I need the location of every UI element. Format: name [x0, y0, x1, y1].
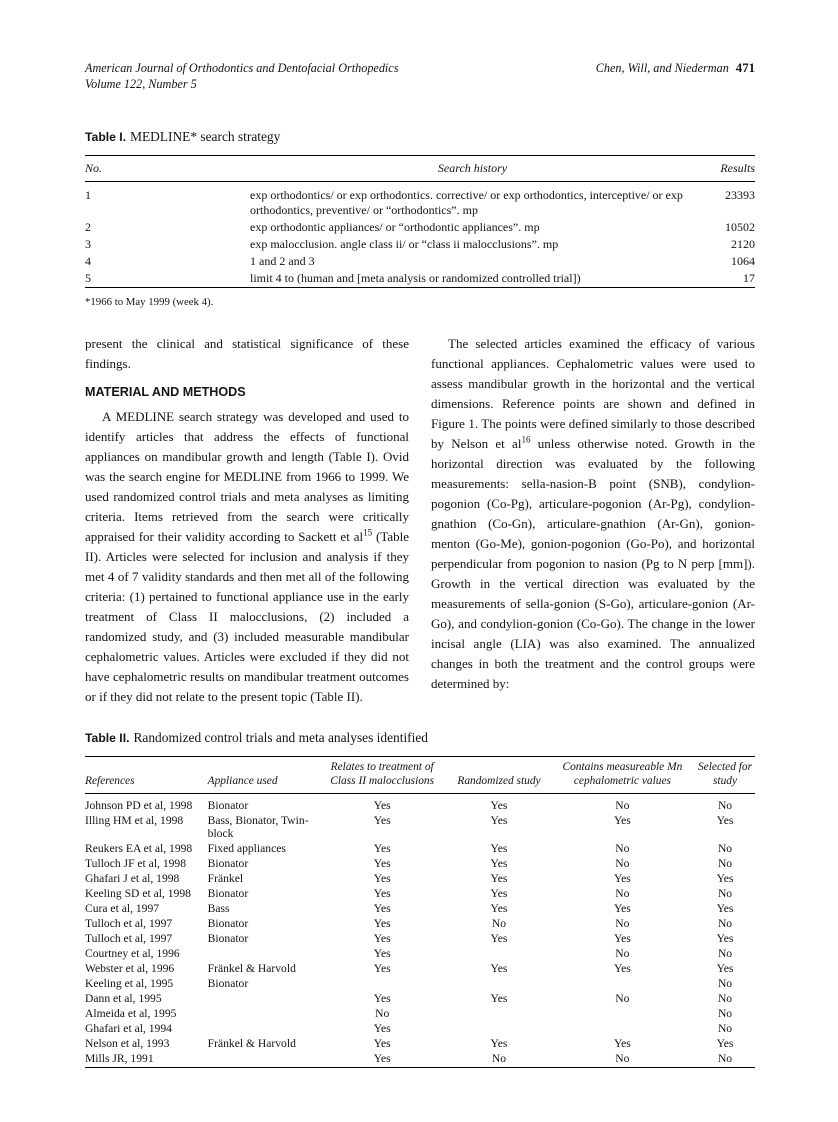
cell-references: Tulloch JF et al, 1998	[85, 857, 187, 871]
cell-contains: No	[615, 1052, 630, 1066]
paragraph	[85, 407, 409, 707]
col-header-references: References	[85, 757, 208, 794]
table-2-label: Table II.	[85, 731, 130, 746]
cell-contains: No	[615, 887, 630, 901]
cell-randomized	[448, 947, 549, 962]
cell-search-history: exp malocclusion. angle class ii/ or “class ii malocclusions”. mp	[250, 237, 559, 252]
cell-randomized: Yes	[490, 887, 508, 901]
citation-ref-15: 15	[363, 527, 373, 538]
cell-no: 2	[85, 220, 91, 235]
cell-relates: Yes	[373, 1022, 391, 1036]
cell-search-history: limit 4 to (human and [meta analysis or randomized controlled trial])	[250, 271, 581, 286]
section-heading: MATERIAL AND METHODS	[85, 385, 246, 400]
body-columns	[85, 334, 755, 707]
running-authors: Chen, Will, and Niederman	[595, 61, 729, 75]
cell-relates: Yes	[373, 992, 391, 1006]
cell-randomized: Yes	[490, 842, 508, 856]
cell-appliance-used: Bionator	[207, 799, 249, 812]
cell-appliance-used	[208, 992, 316, 1007]
cell-appliance-used: Fränkel & Harvold	[207, 962, 296, 976]
paragraph-text: The selected articles examined the efficacy of various functional appliances. Cephalometric values were used to assess mandibular growth in the horizontal and the vertical dimensions. Reference points are shown and defined in Figure 1. The points were defined similarly to those described by Nelson et al	[431, 336, 755, 452]
table-row	[85, 902, 755, 917]
cell-contains: Yes	[613, 872, 631, 886]
cell-references: Cura et al, 1997	[85, 902, 160, 916]
cell-contains: Yes	[613, 814, 631, 827]
cell-no: 4	[85, 254, 91, 269]
table-row	[85, 932, 755, 947]
table-row	[85, 977, 755, 992]
citation-ref-16: 16	[521, 434, 531, 445]
col-header-relates-to-treatment: Relates to treatment of Class II malocclusions	[316, 757, 448, 794]
cell-relates: Yes	[373, 1052, 391, 1066]
table-row	[85, 887, 755, 902]
cell-selected: No	[717, 992, 733, 1006]
table-1-title: MEDLINE* search strategy	[130, 129, 281, 145]
right-column	[431, 334, 755, 707]
cell-appliance-used: Bionator	[207, 917, 249, 931]
cell-no: 1	[85, 188, 91, 203]
running-authors-block	[596, 60, 755, 77]
cell-contains	[550, 977, 695, 992]
table-row	[85, 813, 755, 841]
cell-appliance-used	[208, 1052, 316, 1068]
paragraph-text: (Table II). Articles were selected for inclusion and analysis if they met 4 of 7 validity standards and then met all of the following criteria: (1) pertained to functional appliance use in the early treatment of Class II malocclusions, (2) included a randomized study, and (3) included measurable mandibular cephalometric values. Articles were excluded if they did not have cephalometric results on mandibular treatment outcomes or if they did not relate to the present topic (Table II).	[85, 529, 410, 705]
page-number: 471	[735, 61, 755, 75]
cell-appliance-used: Bionator	[207, 977, 249, 991]
cell-contains: No	[615, 842, 630, 856]
table-1-body	[85, 182, 755, 288]
cell-contains: No	[615, 992, 630, 1006]
table-1-section	[85, 128, 755, 308]
cell-randomized: Yes	[490, 799, 508, 812]
cell-randomized: Yes	[490, 814, 508, 827]
cell-randomized	[448, 1007, 549, 1022]
cell-references: Ghafari J et al, 1998	[85, 872, 180, 886]
cell-contains	[550, 1022, 695, 1037]
paragraph-text: A MEDLINE search strategy was developed and used to identify articles that address the effects of functional appliances on mandibular growth and length (Table I). Ovid was the search engine for MEDLINE from 1966 to 1999. We used randomized control trials and meta analyses as limiting criteria. Items retrieved from the search were critically appraised for their validity according to Sackett et al	[85, 409, 409, 545]
cell-randomized: Yes	[490, 962, 508, 976]
cell-references: Reukers EA et al, 1998	[85, 842, 193, 856]
left-column	[85, 334, 409, 707]
cell-no: 3	[85, 237, 91, 252]
table-row	[85, 794, 755, 814]
cell-references: Illing HM et al, 1998	[85, 814, 184, 827]
cell-contains: Yes	[613, 962, 631, 976]
cell-references: Webster et al, 1996	[85, 962, 175, 976]
cell-references: Keeling et al, 1995	[85, 977, 174, 991]
cell-appliance-used: Bionator	[207, 932, 249, 946]
cell-contains: Yes	[613, 1037, 631, 1051]
cell-appliance-used	[208, 1007, 316, 1022]
cell-search-history: exp orthodontics/ or exp orthodontics. corrective/ or exp orthodontics, interceptive/ or exp orthodontics, preventive/ or “orthodontics”. mp	[250, 188, 683, 218]
cell-relates: Yes	[373, 962, 391, 976]
journal-volume: Volume 122, Number 5	[85, 77, 197, 92]
cell-selected: Yes	[716, 814, 734, 827]
cell-results: 23393	[725, 188, 755, 203]
table-2	[85, 756, 755, 1067]
cell-appliance-used: Fixed appliances	[207, 842, 286, 856]
cell-appliance-used	[208, 1022, 316, 1037]
cell-references: Tulloch et al, 1997	[85, 917, 173, 931]
cell-selected: No	[717, 947, 733, 961]
col-header-appliance-used: Appliance used	[208, 757, 316, 794]
cell-relates: Yes	[373, 917, 391, 931]
cell-search-history: exp orthodontic appliances/ or “orthodontic appliances”. mp	[250, 220, 540, 235]
cell-relates: Yes	[373, 799, 391, 812]
cell-appliance-used: Fränkel	[207, 872, 244, 886]
col-header-randomized-study: Randomized study	[448, 757, 549, 794]
table-row	[85, 917, 755, 932]
cell-contains: No	[615, 857, 630, 871]
cell-appliance-used: Fränkel & Harvold	[207, 1037, 296, 1051]
cell-randomized: Yes	[490, 872, 508, 886]
cell-selected: Yes	[716, 1037, 734, 1051]
cell-relates: Yes	[373, 872, 391, 886]
cell-selected: No	[717, 887, 733, 901]
cell-results: 10502	[725, 220, 755, 235]
col-header-results: Results	[695, 156, 755, 182]
cell-relates	[316, 977, 448, 992]
table-1-caption	[85, 128, 755, 146]
cell-relates: Yes	[373, 857, 391, 871]
cell-selected: No	[717, 842, 733, 856]
cell-contains: Yes	[613, 932, 631, 946]
cell-references: Almeida et al, 1995	[85, 1007, 177, 1021]
table-row	[85, 1037, 755, 1052]
cell-selected: No	[717, 1022, 733, 1036]
table-row	[85, 1007, 755, 1022]
table-1	[85, 155, 755, 288]
col-header-selected-for-study: Selected for study	[695, 757, 755, 794]
cell-relates: Yes	[373, 932, 391, 946]
table-1-footnote: *1966 to May 1999 (week 4).	[85, 296, 214, 309]
cell-selected: No	[717, 977, 733, 991]
cell-selected: No	[717, 857, 733, 871]
cell-relates: Yes	[373, 814, 391, 827]
table-row	[85, 872, 755, 887]
cell-randomized	[448, 1022, 549, 1037]
cell-relates: Yes	[373, 842, 391, 856]
cell-selected: No	[717, 799, 733, 812]
table-row	[85, 236, 755, 253]
cell-results: 1064	[731, 254, 755, 269]
cell-relates: Yes	[373, 1037, 391, 1051]
journal-title: American Journal of Orthodontics and Dentofacial Orthopedics	[85, 61, 399, 75]
cell-references: Mills JR, 1991	[85, 1052, 154, 1066]
cell-references: Dann et al, 1995	[85, 992, 162, 1006]
cell-selected: Yes	[716, 932, 734, 946]
table-row	[85, 947, 755, 962]
cell-randomized	[448, 977, 549, 992]
paragraph-text: unless otherwise noted. Growth in the horizontal direction was evaluated by the following measurements: sella-nasion-B point (SNB), condylion-pogonion (Co-Pg), articulare-pogonion (Ar-Pg), condylion-gnathion (Co-Gn), articulare-gnathion (Ar-Gn), gonion-menton (Go-Me), gonion-pogonion (Go-Po), and horizontal perpendicular from pogonion to nasion (Pg to N perp [mm]). Growth in the vertical direction was evaluated by the measurements of sella-gonion (S-Go), articulare-gonion (Ar-Go), and condylion-gonion (Co-Go). The change in the lower incisal angle (LIA) was also examined. The annualized changes in both the treatment and the control groups were determined by:	[431, 436, 755, 692]
table-2-body	[85, 794, 755, 1068]
table-2-header	[85, 757, 755, 794]
cell-references: Nelson et al, 1993	[85, 1037, 170, 1051]
cell-contains: No	[615, 917, 630, 931]
cell-references: Tulloch et al, 1997	[85, 932, 173, 946]
cell-selected: No	[717, 917, 733, 931]
cell-contains: No	[615, 947, 630, 961]
table-row	[85, 1052, 755, 1068]
cell-appliance-used: Bass, Bionator, Twin-block	[207, 814, 309, 841]
cell-appliance-used: Bass	[207, 902, 230, 916]
table-row	[85, 182, 755, 220]
cell-references: Keeling SD et al, 1998	[85, 887, 191, 901]
cell-randomized: No	[491, 917, 507, 931]
paragraph	[431, 334, 755, 694]
table-row	[85, 992, 755, 1007]
cell-contains	[550, 1007, 695, 1022]
cell-search-history: 1 and 2 and 3	[250, 254, 315, 269]
cell-randomized: Yes	[490, 992, 508, 1006]
cell-randomized: Yes	[490, 857, 508, 871]
table-row	[85, 253, 755, 270]
cell-relates: Yes	[373, 947, 391, 961]
cell-randomized: Yes	[490, 1037, 508, 1051]
cell-appliance-used	[208, 947, 316, 962]
page-header	[85, 60, 755, 92]
paragraph: present the clinical and statistical significance of these findings.	[85, 336, 409, 372]
table-row	[85, 219, 755, 236]
cell-selected: Yes	[716, 962, 734, 976]
col-header-contains-measureable: Contains measureable Mn cephalometric values	[550, 757, 695, 794]
cell-results: 2120	[731, 237, 755, 252]
table-row	[85, 962, 755, 977]
cell-selected: Yes	[716, 872, 734, 886]
cell-references: Johnson PD et al, 1998	[85, 799, 193, 812]
table-1-label: Table I.	[85, 130, 127, 145]
cell-selected: Yes	[716, 902, 734, 916]
table-row	[85, 1022, 755, 1037]
cell-no: 5	[85, 271, 91, 286]
col-header-search-history: Search history	[250, 156, 695, 182]
cell-references: Courtney et al, 1996	[85, 947, 180, 961]
cell-selected: No	[717, 1007, 733, 1021]
table-row	[85, 857, 755, 872]
table-2-caption	[85, 729, 755, 747]
table-1-header	[85, 156, 755, 182]
cell-randomized: Yes	[490, 902, 508, 916]
cell-randomized: Yes	[490, 932, 508, 946]
cell-contains: Yes	[613, 902, 631, 916]
cell-randomized: No	[491, 1052, 507, 1066]
table-row	[85, 270, 755, 288]
cell-relates: Yes	[373, 902, 391, 916]
cell-relates: No	[375, 1007, 390, 1021]
table-2-title: Randomized control trials and meta analyses identified	[133, 730, 428, 746]
cell-appliance-used: Bionator	[207, 887, 249, 901]
cell-selected: No	[717, 1052, 733, 1066]
table-row	[85, 842, 755, 857]
cell-references: Ghafari et al, 1994	[85, 1022, 172, 1036]
journal-info	[85, 60, 398, 92]
cell-contains: No	[615, 799, 630, 812]
cell-results: 17	[743, 271, 755, 286]
table-2-section	[85, 729, 755, 1067]
cell-relates: Yes	[373, 887, 391, 901]
col-header-no: No.	[85, 156, 250, 182]
cell-appliance-used: Bionator	[207, 857, 249, 871]
